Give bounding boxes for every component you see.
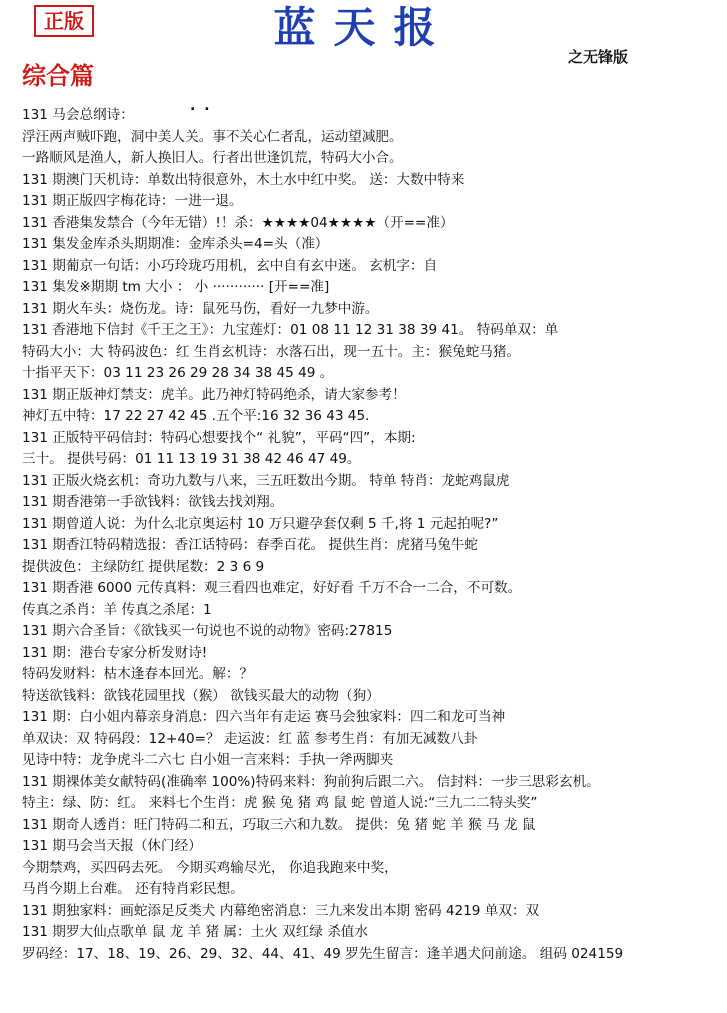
text-line: 见诗中特：龙争虎斗二六七 白小姐一言来料：手执一斧两脚夹 bbox=[22, 752, 394, 768]
text-line: 131 期正版神灯禁支：虎羊。此乃神灯特码绝杀，请大家参考！ bbox=[22, 386, 406, 403]
text-line: 131 期独家料：画蛇添足反类犬 内幕绝密消息：三九来发出本期 密码 4219 单双：双 bbox=[22, 902, 540, 919]
text-line: 一路顺风是渔人，新人换旧人。行者出世逢饥荒，特码大小合。 bbox=[22, 150, 403, 166]
text-line: 131 期裸体美女献特码(准确率 100%)特码来料：狗前狗后跟二六。 信封料：一步三思彩玄机。 bbox=[22, 773, 600, 790]
text-line: 131 期马会当天报（休门经） bbox=[22, 838, 202, 854]
text-line: 十指平天下：03 11 23 26 29 28 34 38 45 49 。 bbox=[22, 365, 334, 381]
text-line: 131 期奇人透肖：旺门特码二和五，巧取三六和九数。 提供：兔 猪 蛇 羊 猴 马 龙 鼠 bbox=[22, 816, 536, 833]
text-line: 131 期火车头：烧伤龙。诗：鼠死马伤，看好一九梦中游。 bbox=[22, 300, 379, 317]
text-line: 131 期：港台专家分析发财诗! bbox=[22, 644, 208, 661]
article-body bbox=[22, 105, 712, 965]
text-line: 神灯五中特：17 22 27 42 45 .五个平:16 32 36 43 45. bbox=[22, 408, 370, 424]
text-line: 提供波色：主绿防红 提供尾数：2 3 6 9 bbox=[22, 558, 265, 575]
text-line: 131 香港地下信封《千王之王》：九宝莲灯：01 08 11 12 31 38 39 41。 特码单双：单 bbox=[22, 322, 559, 338]
text-line: 马肖今期上台难。 还有特肖彩民想。 bbox=[22, 881, 244, 897]
text-line: 131 期香港 6000 元传真料：观三看四也难定，好好看 千万不合一二合，不可数。 bbox=[22, 580, 522, 596]
dot-marks: . . bbox=[190, 98, 212, 114]
text-line: 131 正版特平码信封：特码心想要找个“ 礼貌”，平码“四”，本期: bbox=[22, 429, 416, 446]
text-line: 特码大小：大 特码波色：红 生肖玄机诗：水落石出，现一五十。主：猴兔蛇马猪。 bbox=[22, 343, 521, 360]
text-line: 浮汪两声贼吓跑，洞中美人关。事不关心仁者乱，运动望减肥。 bbox=[22, 128, 403, 145]
text-line: 131 期香江特码精选报：香江话特码：春季百花。 提供生肖：虎猪马兔牛蛇 bbox=[22, 537, 478, 553]
text-line: 131 期曾道人说：为什么北京奥运村 10 万只避孕套仅剩 5 千,将 1 元起拍呢?” bbox=[22, 515, 499, 532]
text-line: 罗码经：17、18、19、26、29、32、44、41、49 罗先生留言：逢羊遇犬问前途。 组码 024159 bbox=[22, 945, 624, 962]
text-line: 131 期：白小姐内幕亲身消息：四六当年有走运 赛马会独家料：四二和龙可当神 bbox=[22, 709, 506, 725]
text-line: 131 集发金库杀头期期准：金库杀头=4=头（准） bbox=[22, 236, 329, 252]
text-line: 131 期香港第一手欲钱料：欲钱去找刘翔。 bbox=[22, 494, 284, 510]
text-line: 特送欲钱料：欲钱花园里找（猴） 欲钱买最大的动物（狗） bbox=[22, 687, 380, 704]
text-line: 今期禁鸡，买四码去死。 今期买鸡输尽光， 你追我跑来中奖， bbox=[22, 859, 398, 876]
text-line: 131 香港集发禁合（今年无错）!！杀：★★★★04★★★★（开==准） bbox=[22, 214, 454, 231]
authentic-badge: 正版 bbox=[34, 5, 94, 37]
newspaper-title: 蓝天报 bbox=[273, 3, 454, 52]
edition-label: 之无锋版 bbox=[568, 48, 629, 66]
text-line: 131 期葡京一句话：小巧玲珑巧用机，玄中自有玄中迷。 玄机字：自 bbox=[22, 257, 438, 274]
text-line: 131 期正版四字梅花诗：一进一退。 bbox=[22, 193, 243, 209]
text-line: 131 期六合圣旨：《欲钱买一句说也不说的动物》密码:27815 bbox=[22, 623, 393, 639]
section-heading: 综合篇 bbox=[22, 61, 94, 90]
text-line: 131 集发※期期 tm 大小 ： 小 ············ [开==准] bbox=[22, 279, 330, 295]
text-line: 131 期澳门天机诗：单数出特很意外，木土水中红中奖。 送：大数中特来 bbox=[22, 171, 465, 188]
text-line: 单双诀：双 特码段：12+40=？ 走运波：红 蓝 参考生肖：有加无减数八卦 bbox=[22, 730, 478, 747]
text-line: 特主：绿、防：红。 来料七个生肖：虎 猴 兔 猪 鸡 鼠 蛇 曾道人说:“三九二二特头奖” bbox=[22, 795, 538, 811]
text-line: 三十。 提供号码：01 11 13 19 31 38 42 46 47 49。 bbox=[22, 451, 361, 467]
text-line: 131 期罗大仙点歌单 鼠 龙 羊 猪 属：土火 双红绿 杀值水 bbox=[22, 924, 368, 940]
text-line: 131 马会总纲诗： bbox=[22, 107, 134, 123]
text-line: 特码发财料：枯木逢春本回光。解：？ bbox=[22, 666, 254, 682]
text-line: 传真之杀肖：羊 传真之杀尾：1 bbox=[22, 601, 212, 618]
text-line: 131 正版火烧玄机：奇功九数与八来，三五旺数出今期。 特单 特肖：龙蛇鸡鼠虎 bbox=[22, 472, 510, 489]
